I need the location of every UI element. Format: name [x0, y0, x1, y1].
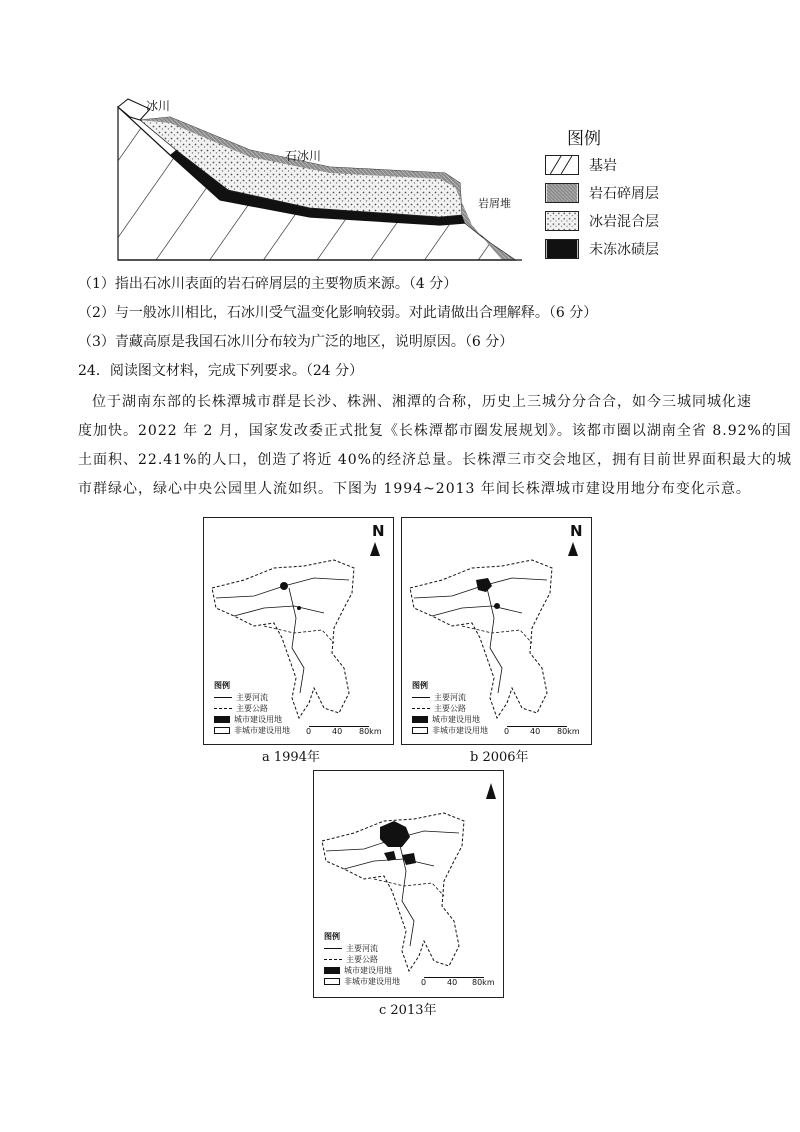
legend-item	[412, 714, 488, 725]
legend-item	[214, 714, 290, 725]
map-legend-title: 图例	[412, 681, 428, 690]
river-line-icon	[214, 697, 232, 698]
legend-label: 非城市建设用地	[432, 725, 488, 735]
map-2013	[313, 770, 504, 998]
diagram-legend	[545, 153, 659, 261]
map-legend	[214, 680, 290, 736]
legend-label: 主要公路	[236, 703, 268, 713]
road-dash-icon	[214, 708, 232, 709]
q24-header: 24．阅读图文材料，完成下列要求。（24 分）	[78, 363, 364, 379]
road-dash-icon	[412, 708, 430, 709]
legend-label: 城市建设用地	[234, 714, 282, 724]
urban-land-icon	[214, 716, 230, 723]
legend-item	[545, 153, 659, 177]
legend-item	[412, 703, 488, 714]
legend-item	[324, 965, 400, 976]
north-arrowhead-icon	[486, 783, 496, 799]
legend-label: 未冻冰碛层	[589, 242, 659, 258]
paragraph-line: 土面积、22.41%的人口，创造了将近 40%的经济总量。长株潭三市交会地区，拥有目前世界面积最大的城	[78, 452, 792, 468]
urban-land-icon	[412, 716, 428, 723]
debris-gray-icon	[545, 183, 579, 203]
question-3: （3）青藏高原是我国石冰川分布较为广泛的地区，说明原因。（6 分）	[78, 334, 514, 350]
legend-item	[412, 692, 488, 703]
legend-label: 主要河流	[346, 943, 378, 953]
legend-item	[214, 703, 290, 714]
map-2006	[401, 517, 592, 745]
paragraph-line: 度加快。2022 年 2 月，国家发改委正式批复《长株潭都市圈发展规划》。该都市圈以湖南全省 8.92%的国	[78, 423, 792, 439]
north-arrowhead-icon	[370, 542, 380, 556]
non-urban-land-icon	[214, 727, 230, 734]
legend-item	[214, 692, 290, 703]
scale-zero: 0	[421, 978, 427, 987]
scale-end: 80km	[557, 727, 580, 736]
legend-item	[545, 237, 659, 261]
north-arrow-icon: N	[372, 522, 385, 540]
paragraph-line: 市群绿心，绿心中央公园里人流如织。下图为 1994~2013 年间长株潭城市建设用地分布变化示意。	[78, 481, 751, 497]
urban-land-icon	[324, 967, 340, 974]
scale-end: 80km	[472, 978, 495, 987]
bedrock-hatch-icon	[545, 155, 579, 175]
scale-zero: 0	[306, 727, 312, 736]
scale-zero: 0	[504, 727, 510, 736]
legend-item	[412, 725, 488, 736]
legend-item	[545, 209, 659, 233]
label-rock-glacier: 石冰川	[285, 149, 322, 163]
legend-item	[324, 976, 400, 987]
legend-title: 图例	[567, 129, 601, 149]
river-line-icon	[412, 697, 430, 698]
non-urban-land-icon	[324, 978, 340, 985]
map-legend	[324, 931, 400, 987]
map-caption: a 1994年	[262, 750, 320, 765]
question-2: （2）与一般冰川相比，石冰川受气温变化影响较弱。对此请做出合理解释。（6 分）	[78, 305, 598, 321]
map-caption: c 2013年	[379, 1003, 437, 1018]
paragraph-line: 位于湖南东部的长株潭城市群是长沙、株洲、湘潭的合称，历史上三城分分合合，如今三城同城化速	[92, 394, 752, 410]
question-1: （1）指出石冰川表面的岩石碎屑层的主要物质来源。（4 分）	[78, 276, 458, 292]
legend-label: 城市建设用地	[344, 965, 392, 975]
scale-mid: 40	[332, 727, 343, 736]
map-legend-title: 图例	[214, 681, 230, 690]
legend-item	[214, 725, 290, 736]
legend-label: 城市建设用地	[432, 714, 480, 724]
river-line-icon	[324, 948, 342, 949]
legend-label: 主要公路	[434, 703, 466, 713]
legend-label: 主要公路	[346, 954, 378, 964]
map-legend-title: 图例	[324, 932, 340, 941]
legend-label: 冰岩混合层	[589, 214, 659, 230]
north-arrow-icon: N	[570, 522, 583, 540]
non-urban-land-icon	[412, 727, 428, 734]
legend-item	[324, 943, 400, 954]
north-arrowhead-icon	[568, 542, 578, 556]
legend-label: 主要河流	[434, 692, 466, 702]
legend-label: 非城市建设用地	[234, 725, 290, 735]
legend-label: 非城市建设用地	[344, 976, 400, 986]
label-debris-pile: 岩屑堆	[478, 197, 511, 210]
map-1994	[203, 517, 394, 745]
label-glacier: 冰川	[146, 99, 171, 113]
rock-glacier-diagram	[110, 95, 530, 265]
legend-item	[324, 954, 400, 965]
ice-rock-dots-icon	[545, 211, 579, 231]
scale-end: 80km	[359, 727, 382, 736]
legend-label: 基岩	[589, 158, 617, 174]
scale-mid: 40	[447, 978, 458, 987]
legend-item	[545, 181, 659, 205]
map-caption: b 2006年	[470, 750, 529, 765]
road-dash-icon	[324, 959, 342, 960]
legend-label: 主要河流	[236, 692, 268, 702]
till-black-icon	[545, 239, 579, 259]
scale-mid: 40	[530, 727, 541, 736]
legend-label: 岩石碎屑层	[589, 186, 659, 202]
map-legend	[412, 680, 488, 736]
